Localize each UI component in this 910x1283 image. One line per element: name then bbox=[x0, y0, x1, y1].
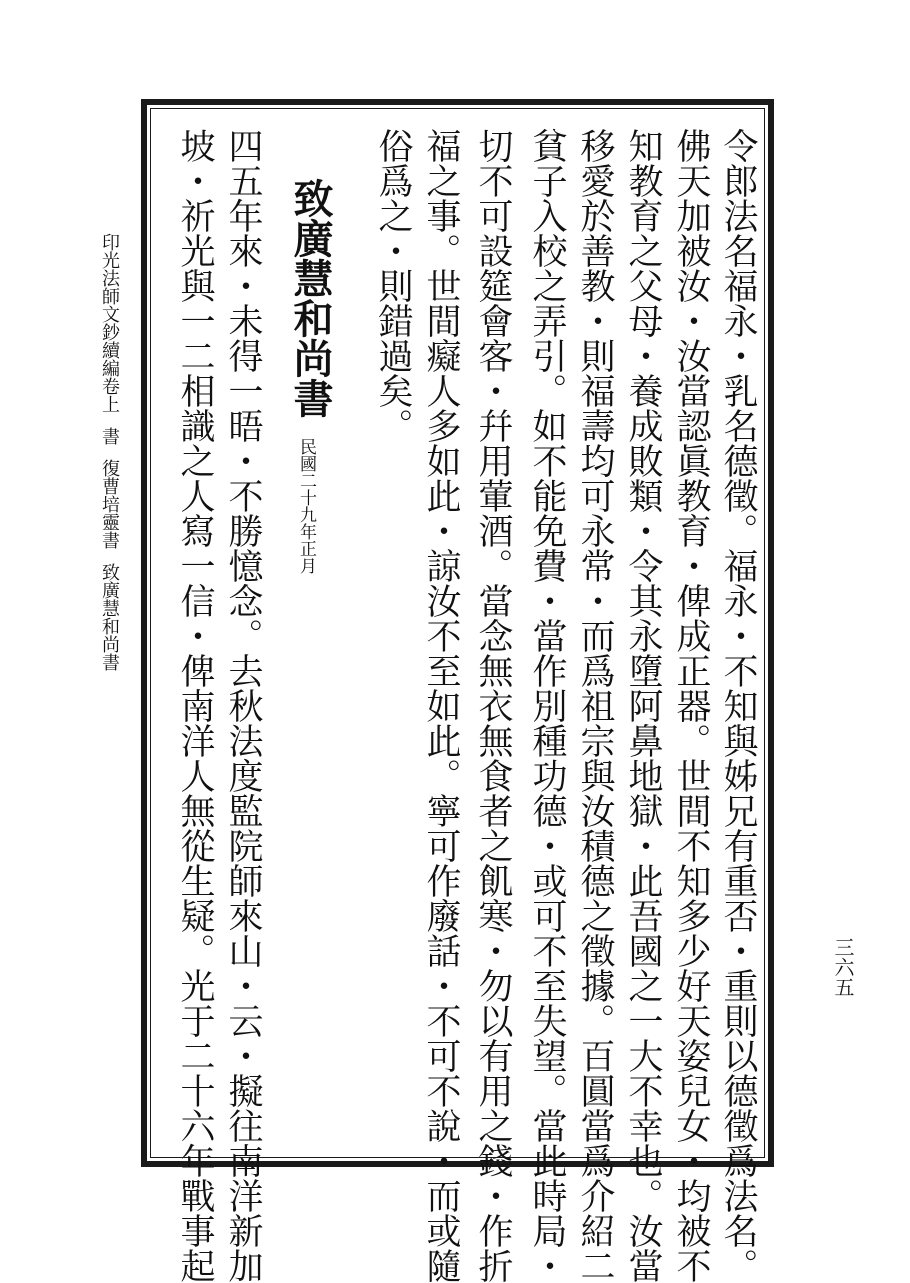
current-letter-label: 致廣慧和尚書 bbox=[99, 563, 120, 671]
text-column-7: 福之事。世間癡人多如此・諒汝不至如此。寧可作廢話・不可不說・而或隨 bbox=[421, 128, 461, 1283]
previous-letter-label: 復曹培靈書 bbox=[99, 459, 120, 549]
book-title: 印光法師文鈔續編卷上 bbox=[99, 233, 120, 413]
text-column-9: 四五年來・未得一晤・不勝憶念。去秋法度監院師來山・云・擬往南洋新加 bbox=[223, 128, 263, 1283]
text-column-4: 移愛於善教・則福壽均可永常・而爲祖宗與汝積德之徵據。百圓當爲介紹二 bbox=[575, 128, 615, 1283]
text-column-10: 坡・祈光與一二相識之人寫一信・俾南洋人無從生疑。光于二十六年戰事起 bbox=[175, 128, 215, 1283]
text-column-2: 佛天加被汝・汝當認眞教育・俾成正器。世間不知多少好天姿兒女・均被不 bbox=[671, 128, 711, 1283]
letter-date: 民國二十九年正月 bbox=[296, 438, 316, 574]
section-label: 書 bbox=[99, 427, 120, 445]
letter-title: 致廣慧和尚書 bbox=[287, 178, 334, 418]
text-column-1: 令郎法名福永・乳名德徵。福永・不知與姊兄有重否・重則以德徵爲法名。 bbox=[718, 128, 758, 1283]
text-column-8: 俗爲之・則錯過矣。 bbox=[373, 128, 413, 443]
text-column-3: 知教育之父母・養成敗類・令其永墮阿鼻地獄・此吾國之一大不幸也。汝當 bbox=[623, 128, 663, 1283]
running-header bbox=[98, 233, 118, 671]
page-number: 三六五 bbox=[831, 937, 855, 997]
text-column-6: 切不可設筵會客・幷用葷酒。當念無衣無食者之飢寒・勿以有用之錢・作折 bbox=[473, 128, 513, 1283]
text-column-5: 貧子入校之弄引。如不能免費・當作別種功德・或可不至失望。當此時局・ bbox=[527, 128, 567, 1283]
